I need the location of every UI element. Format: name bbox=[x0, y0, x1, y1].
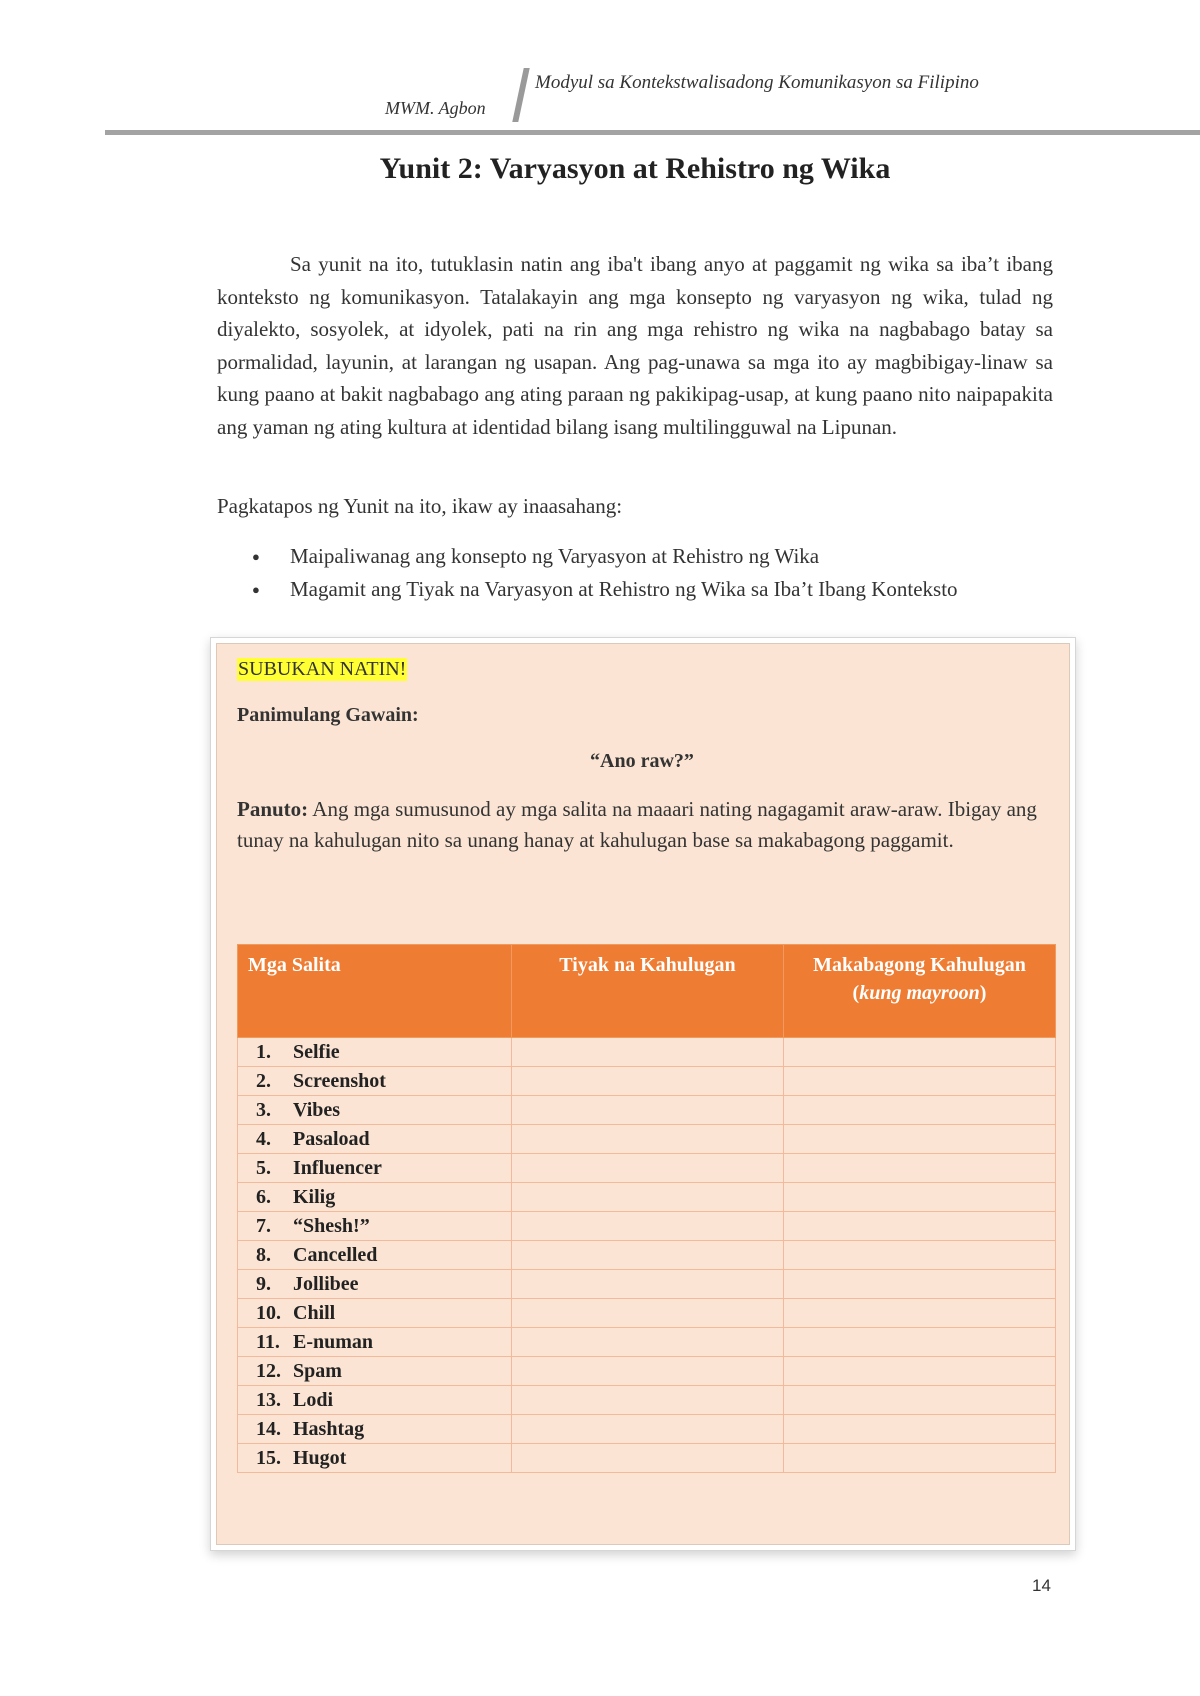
instructions-label: Panuto: bbox=[237, 797, 309, 821]
activity-title: “Ano raw?” bbox=[590, 750, 694, 772]
word-cell bbox=[238, 1270, 512, 1299]
row-number: 11. bbox=[256, 1330, 280, 1353]
definition-cell[interactable] bbox=[512, 1386, 784, 1415]
table-row bbox=[238, 1270, 1056, 1299]
word-cell bbox=[238, 1038, 512, 1067]
definition-cell[interactable] bbox=[512, 1038, 784, 1067]
table-row bbox=[238, 1183, 1056, 1212]
table-row bbox=[238, 1328, 1056, 1357]
row-number: 1. bbox=[256, 1040, 271, 1063]
table-row bbox=[238, 1299, 1056, 1328]
word-cell bbox=[238, 1299, 512, 1328]
table-row bbox=[238, 1386, 1056, 1415]
word-cell bbox=[238, 1096, 512, 1125]
author-name: MWM. Agbon bbox=[385, 98, 486, 118]
modern-meaning-cell[interactable] bbox=[784, 1096, 1056, 1125]
col3-close: ) bbox=[979, 982, 987, 1004]
row-number: 5. bbox=[256, 1156, 271, 1179]
row-word: “Shesh!” bbox=[293, 1214, 370, 1237]
table-row bbox=[238, 1038, 1056, 1067]
modern-meaning-cell[interactable] bbox=[784, 1067, 1056, 1096]
modern-meaning-cell[interactable] bbox=[784, 1299, 1056, 1328]
row-word: E-numan bbox=[293, 1330, 374, 1353]
header-rule bbox=[105, 130, 1200, 135]
row-word: Jollibee bbox=[293, 1272, 359, 1295]
modern-meaning-cell[interactable] bbox=[784, 1386, 1056, 1415]
definition-cell[interactable] bbox=[512, 1328, 784, 1357]
row-word: Hashtag bbox=[293, 1417, 365, 1440]
modern-meaning-cell[interactable] bbox=[784, 1444, 1056, 1473]
row-word: Screenshot bbox=[293, 1069, 386, 1092]
activity-card bbox=[216, 643, 1070, 1545]
definition-cell[interactable] bbox=[512, 1067, 784, 1096]
row-number: 8. bbox=[256, 1243, 271, 1266]
definition-cell[interactable] bbox=[512, 1154, 784, 1183]
objective-item: ● Maipaliwanag ang konsepto ng Varyasyon at Rehistro ng Wika bbox=[250, 540, 1070, 573]
objectives-list bbox=[250, 540, 1070, 606]
row-word: Pasaload bbox=[293, 1127, 370, 1150]
col3-italic-text: kung mayroon bbox=[859, 982, 980, 1004]
definition-cell[interactable] bbox=[512, 1096, 784, 1125]
word-cell bbox=[238, 1415, 512, 1444]
row-number: 13. bbox=[256, 1388, 281, 1411]
modern-meaning-cell[interactable] bbox=[784, 1183, 1056, 1212]
col-header-definition: Tiyak na Kahulugan bbox=[512, 945, 784, 1038]
table-row bbox=[238, 1212, 1056, 1241]
col-header-modern-meaning bbox=[784, 945, 1056, 1038]
page-number: 14 bbox=[1032, 1576, 1051, 1595]
row-number: 15. bbox=[256, 1446, 281, 1469]
table-row bbox=[238, 1125, 1056, 1154]
row-number: 10. bbox=[256, 1301, 281, 1324]
modern-meaning-cell[interactable] bbox=[784, 1154, 1056, 1183]
word-cell bbox=[238, 1357, 512, 1386]
module-title: Modyul sa Kontekstwalisadong Komunikasyon sa Filipino bbox=[535, 72, 979, 93]
row-word: Influencer bbox=[293, 1156, 382, 1179]
table-row bbox=[238, 1096, 1056, 1125]
row-number: 9. bbox=[256, 1272, 271, 1295]
modern-meaning-cell[interactable] bbox=[784, 1415, 1056, 1444]
word-cell bbox=[238, 1125, 512, 1154]
instructions-text: Ang mga sumusunod ay mga salita na maaari nating nagagamit araw-araw. Ibigay ang tunay na kahulugan nito sa unang hanay at kahulugan base sa makabagong paggamit. bbox=[237, 797, 1037, 852]
row-word: Kilig bbox=[293, 1185, 336, 1208]
header-divider-slash bbox=[512, 68, 529, 122]
table-row bbox=[238, 1444, 1056, 1473]
definition-cell[interactable] bbox=[512, 1212, 784, 1241]
table-row bbox=[238, 1415, 1056, 1444]
table-row bbox=[238, 1154, 1056, 1183]
word-cell bbox=[238, 1328, 512, 1357]
table-header-row bbox=[238, 945, 1056, 1038]
definition-cell[interactable] bbox=[512, 1415, 784, 1444]
table-row bbox=[238, 1241, 1056, 1270]
unit-title: Yunit 2: Varyasyon at Rehistro ng Wika bbox=[379, 152, 891, 185]
modern-meaning-cell[interactable] bbox=[784, 1038, 1056, 1067]
table-row bbox=[238, 1067, 1056, 1096]
word-cell bbox=[238, 1212, 512, 1241]
definition-cell[interactable] bbox=[512, 1183, 784, 1212]
word-cell bbox=[238, 1067, 512, 1096]
col-header-words: Mga Salita bbox=[238, 945, 512, 1038]
definition-cell[interactable] bbox=[512, 1299, 784, 1328]
definition-cell[interactable] bbox=[512, 1241, 784, 1270]
row-word: Selfie bbox=[293, 1040, 340, 1063]
row-word: Spam bbox=[293, 1359, 342, 1382]
definition-cell[interactable] bbox=[512, 1270, 784, 1299]
row-number: 14. bbox=[256, 1417, 281, 1440]
row-number: 7. bbox=[256, 1214, 271, 1237]
row-number: 3. bbox=[256, 1098, 271, 1121]
row-word: Chill bbox=[293, 1301, 336, 1324]
row-number: 12. bbox=[256, 1359, 281, 1382]
row-number: 2. bbox=[256, 1069, 271, 1092]
definition-cell[interactable] bbox=[512, 1125, 784, 1154]
definition-cell[interactable] bbox=[512, 1357, 784, 1386]
objectives-lead: Pagkatapos ng Yunit na ito, ikaw ay inaasahang: bbox=[217, 494, 623, 518]
row-number: 6. bbox=[256, 1185, 271, 1208]
row-word: Cancelled bbox=[293, 1243, 378, 1266]
word-cell bbox=[238, 1241, 512, 1270]
modern-meaning-cell[interactable] bbox=[784, 1357, 1056, 1386]
modern-meaning-cell[interactable] bbox=[784, 1270, 1056, 1299]
table-row bbox=[238, 1357, 1056, 1386]
word-cell bbox=[238, 1444, 512, 1473]
words-table bbox=[237, 944, 1056, 1473]
modern-meaning-cell[interactable] bbox=[784, 1241, 1056, 1270]
intro-paragraph: Sa yunit na ito, tutuklasin natin ang iba't ibang anyo at paggamit ng wika sa iba’t ibang konteksto ng komunikasyon. Tatalakayin ang mga konsepto ng varyasyon ng wika, tulad ng diyalekto, sosyolek, at idyolek, pati na rin ang mga rehistro ng wika na nagbabago batay sa pormalidad, layunin, at larangan ng usapan. Ang pag-unawa sa mga ito ay magbibigay-linaw sa kung paano at bakit nagbabago ang ating paraan ng pakikipag-usap, at kung paano nito naipapakita ang yaman ng ating kultura at identidad bilang isang multilingguwal na Lipunan. bbox=[217, 252, 1053, 439]
objective-item: ● Magamit ang Tiyak na Varyasyon at Rehistro ng Wika sa Iba’t Ibang Konteksto bbox=[250, 573, 1070, 606]
modern-meaning-cell[interactable] bbox=[784, 1328, 1056, 1357]
word-cell bbox=[238, 1183, 512, 1212]
row-word: Vibes bbox=[293, 1098, 341, 1121]
activity-tag: SUBUKAN NATIN! bbox=[238, 658, 407, 680]
modern-meaning-cell[interactable] bbox=[784, 1125, 1056, 1154]
word-cell bbox=[238, 1386, 512, 1415]
row-word: Hugot bbox=[293, 1446, 347, 1469]
col3-text: Makabagong Kahulugan ( bbox=[813, 954, 1026, 1004]
definition-cell[interactable] bbox=[512, 1444, 784, 1473]
modern-meaning-cell[interactable] bbox=[784, 1212, 1056, 1241]
activity-label: Panimulang Gawain: bbox=[237, 704, 419, 726]
row-number: 4. bbox=[256, 1127, 271, 1150]
word-cell bbox=[238, 1154, 512, 1183]
row-word: Lodi bbox=[293, 1388, 334, 1411]
activity-instructions bbox=[237, 794, 1057, 856]
